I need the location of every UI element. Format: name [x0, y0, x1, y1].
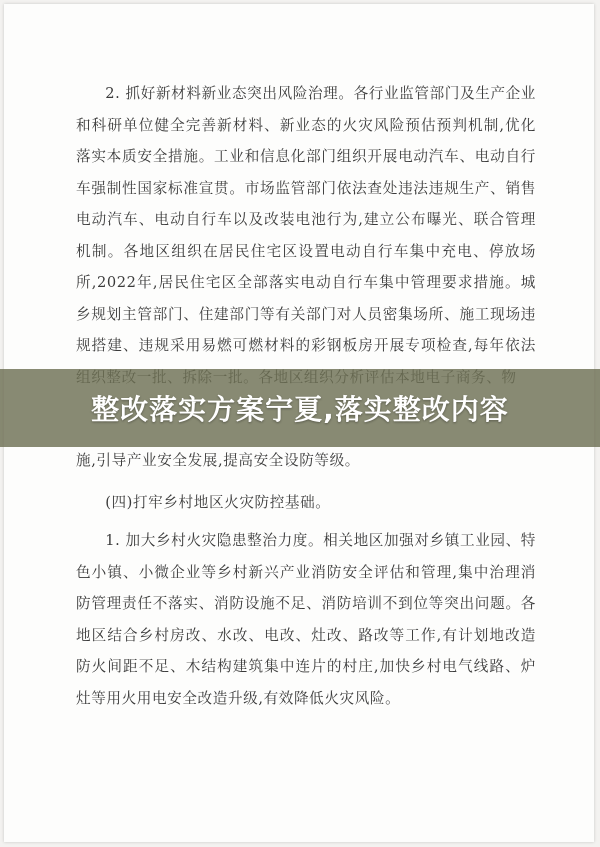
paragraph-rural-hazard-rectification: 1. 加大乡村火灾隐患整治力度。相关地区加强对乡镇工业园、特色小镇、小微企业等乡村新兴产业消防安全评估和管理,集中治理消防管理责任不落实、消防设施不足、消防培训不到位等突出问题。各地区结合乡村房改、水改、电改、灶改、路改等工作,有计划地改造防火间距不足、木结构建筑集中连片的村庄,加快乡村电气线路、炉灶等用火用电安全改造升级,有效降低火灾风险。 — [76, 532, 536, 707]
title-banner — [0, 369, 600, 447]
paragraph-fire-risk-new-materials: 2. 抓好新材料新业态突出风险治理。各行业监管部门及生产企业和科研单位健全完善新材料、新业态的火灾风险预估预判机制,优化落实本质安全措施。工业和信息化部门组织开展电动汽车、电动自行车强制性国家标准宣贯。市场监管部门依法查处违法违规生产、销售电动汽车、电动自行车以及改装电池行为,建立公布曝光、联合管理机制。各地区组织在居民住宅区设置电动自行车集中充电、停放场所,2022年,居民住宅区全部落实电动自行车集中管理要求措施。城乡规划主管部门、住建部门等有关部门对人员密集场所、施工现场违规搭建、违规采用易燃可燃材料的彩钢板房开展专项检查,每年依法 — [76, 85, 536, 354]
banner-title: 整改落实方案宁夏,落实整改内容 — [91, 393, 509, 426]
section-heading-rural-fire-prevention: (四)打牢乡村地区火灾防控基础。 — [105, 494, 331, 511]
paragraph-industry-safety: 施,引导产业安全发展,提高安全设防等级。 — [76, 452, 360, 469]
